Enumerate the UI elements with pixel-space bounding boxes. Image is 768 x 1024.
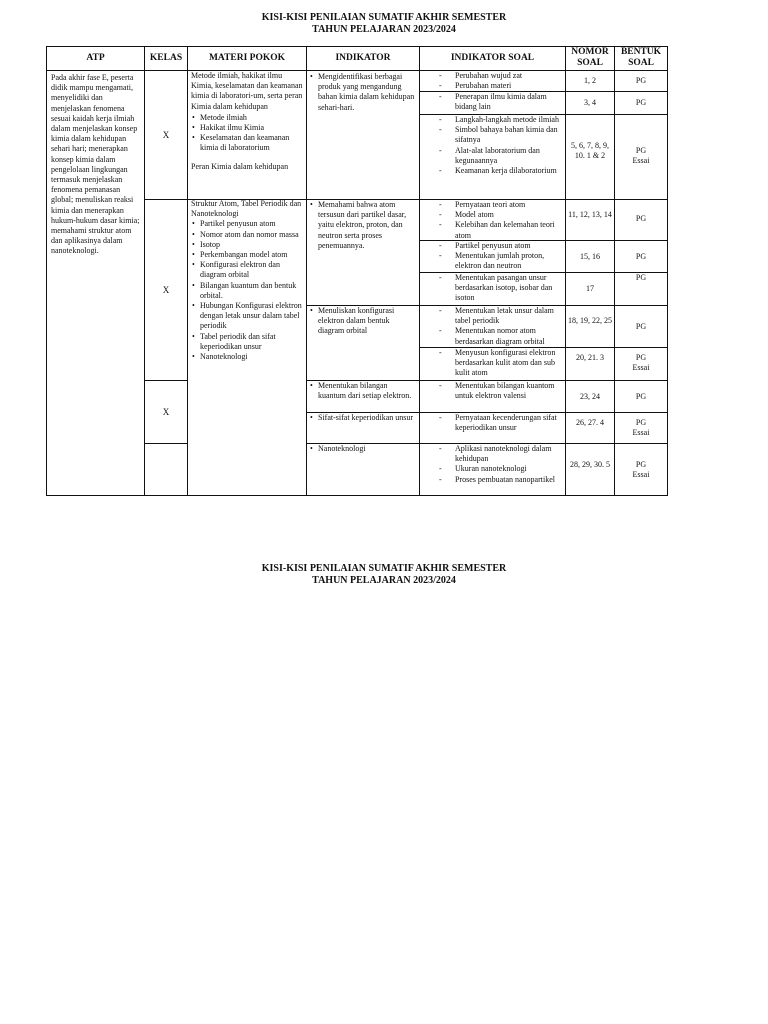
indikator-soal-cell: - Menentukan bilangan kuantom untuk elektron valensi [419,381,564,401]
nomor-soal-cell: 28, 29, 30. 5 [570,460,610,469]
document-subtitle: TAHUN PELAJARAN 2023/2024 [312,24,456,35]
list-item: • Keselamatan dan keamanan kimia di laboratorium [191,133,304,153]
header-bentuk-soal: BENTUK SOAL [620,47,662,68]
indikator-soal-cell: - Menentukan letak unsur dalam tabel periodik - Menentukan nomor atom berdasarkan diagram orbital [419,306,564,347]
nomor-soal-cell: 17 [586,284,594,293]
bentuk-soal-cell: PG Essai [632,146,650,166]
nomor-soal-cell: 15, 16 [580,252,600,261]
nomor-soal-cell: 26, 27. 4 [576,418,604,427]
atp-text: Pada akhir fase E, peserta didik mampu mengamati, menyelidiki dan menjelaskan fenomena sesuai kaidah kerja ilmiah dalam menjelaskan konsep kimia dalam kehidupan sehari hari; menerapkan konsep kimia dalam pengelolaan lingkungan termasuk menjelaskan fenomena pemanasan global; menuliskan reaksi kimia dan menerapkan hukum-hukum dasar kimia; memahami struktur atom dan aplikasinya dalam nanoteknologi. [51,73,140,256]
materi-block-1: Metode ilmiah, hakikat ilmu Kimia, keselamatan dan keamanan kimia di laboratori-um, serta peran Kimia dalam kehidupan • Metode ilmiah • Hakikat ilmu Kimia • Keselamatan dan keamanan kimia di laboratorium Peran Kimia dalam kehidupan [191,71,304,172]
kelas-cell: X [162,407,170,417]
nomor-soal-cell: 18, 19, 22, 25 [568,316,612,325]
list-item: • Tabel periodik dan sifat keperiodikan unsur [191,332,304,352]
indikator-soal-cell: - Langkah-langkah metode ilmiah - Simbol bahaya bahan kimia dan sifatnya - Alat-alat laboratorium dan kegunaannya - Keamanan kerja dilaboratorium [419,115,564,176]
bentuk-soal-cell: PG Essai [632,460,650,480]
bentuk-soal-cell: PG [635,98,647,107]
nomor-soal-cell: 23, 24 [580,392,600,401]
materi-block-2: Struktur Atom, Tabel Periodik dan Nanoteknologi • Partikel penyusun atom • Nomor atom dan nomor massa • Isotop • Perkembangan model atom • Konfigurasi elektron dan diagram orbital • Bilangan kuantum dan bentuk orbital. • Hubungan Konfigurasi elektron dengan letak unsur dalam tabel periodik • Tabel periodik dan sifat keperiodikan unsur • Nanoteknologi [191,199,304,362]
indikator-cell: • Memahami bahwa atom tersusun dari partikel dasar, yaitu elektron, proton, dan neutron serta proses penemuannya. [309,200,417,251]
document-subtitle-page-2: TAHUN PELAJARAN 2023/2024 [312,575,456,586]
header-indikator-soal: INDIKATOR SOAL [450,53,535,63]
indikator-soal-cell: - Penerapan ilmu kimia dalam bidang lain [419,92,564,112]
header-indikator: INDIKATOR [335,53,391,63]
list-item: • Nanoteknologi [191,352,304,362]
list-item: • Hubungan Konfigurasi elektron dengan letak unsur dalam tabel periodik [191,301,304,332]
nomor-soal-cell: 11, 12, 13, 14 [568,210,612,219]
header-nomor-soal: NOMOR SOAL [571,47,609,68]
list-item: • Konfigurasi elektron dan diagram orbital [191,260,304,280]
nomor-soal-cell: 20, 21. 3 [576,353,604,362]
list-item: • Hakikat ilmu Kimia [191,123,304,133]
indikator-soal-cell: - Pernyataan kecenderungan sifat keperiodikan unsur [419,413,564,433]
bentuk-soal-cell: PG [635,273,647,282]
indikator-soal-cell: - Perubahan wujud zat - Perubahan materi [419,71,564,91]
list-item: • Bilangan kuantum dan bentuk orbital. [191,281,304,301]
indikator-cell: • Menuliskan konfigurasi elektron dalam bentuk diagram orbital [309,306,417,337]
header-atp: ATP [86,53,105,63]
kelas-cell: X [162,285,170,295]
list-item: • Nomor atom dan nomor massa [191,230,304,240]
indikator-soal-cell: - Aplikasi nanoteknologi dalam kehidupan - Ukuran nanoteknologi - Proses pembuatan nanopartikel [419,444,564,485]
bentuk-soal-cell: PG [635,214,647,223]
indikator-soal-cell: - Menyusun konfigurasi elektron berdasarkan kulit atom dan sub kulit atom [419,348,564,379]
bentuk-soal-cell: PG [635,392,647,401]
document-title-page-2: KISI-KISI PENILAIAN SUMATIF AKHIR SEMESTER [261,563,507,574]
header-kelas: KELAS [149,53,183,63]
indikator-soal-cell: - Menentukan pasangan unsur berdasarkan isotop, isobar dan isoton [419,273,564,304]
nomor-soal-cell: 1, 2 [584,76,596,85]
document-title: KISI-KISI PENILAIAN SUMATIF AKHIR SEMESTER [261,12,507,23]
bentuk-soal-cell: PG Essai [632,353,650,373]
list-item: • Perkembangan model atom [191,250,304,260]
bentuk-soal-cell: PG [635,76,647,85]
indikator-cell: • Mengidentifikasi berbagai produk yang mengandung bahan kimia dalam kehidupan sehari-hari. [309,72,417,113]
indikator-soal-cell: - Partikel penyusun atom - Menentukan jumlah proton, elektron dan neutron [419,241,564,272]
bentuk-soal-cell: PG [635,252,647,261]
indikator-soal-cell: - Pernyataan teori atom - Model atom - Kelebihan dan kelemahan teori atom [419,200,564,241]
bentuk-soal-cell: PG Essai [632,418,650,438]
nomor-soal-cell: 3, 4 [584,98,596,107]
list-item: • Partikel penyusun atom [191,219,304,229]
indikator-cell: • Sifat-sifat keperiodikan unsur [309,413,417,423]
nomor-soal-cell: 5, 6, 7, 8, 9, 10. 1 & 2 [571,141,609,161]
list-item: • Metode ilmiah [191,113,304,123]
header-materi-pokok: MATERI POKOK [208,53,286,63]
indikator-cell: • Menentukan bilangan kuantum dari setiap elektron. [309,381,417,401]
list-item: • Isotop [191,240,304,250]
kelas-cell: X [162,130,170,140]
indikator-cell: • Nanoteknologi [309,444,417,454]
bentuk-soal-cell: PG [635,322,647,331]
